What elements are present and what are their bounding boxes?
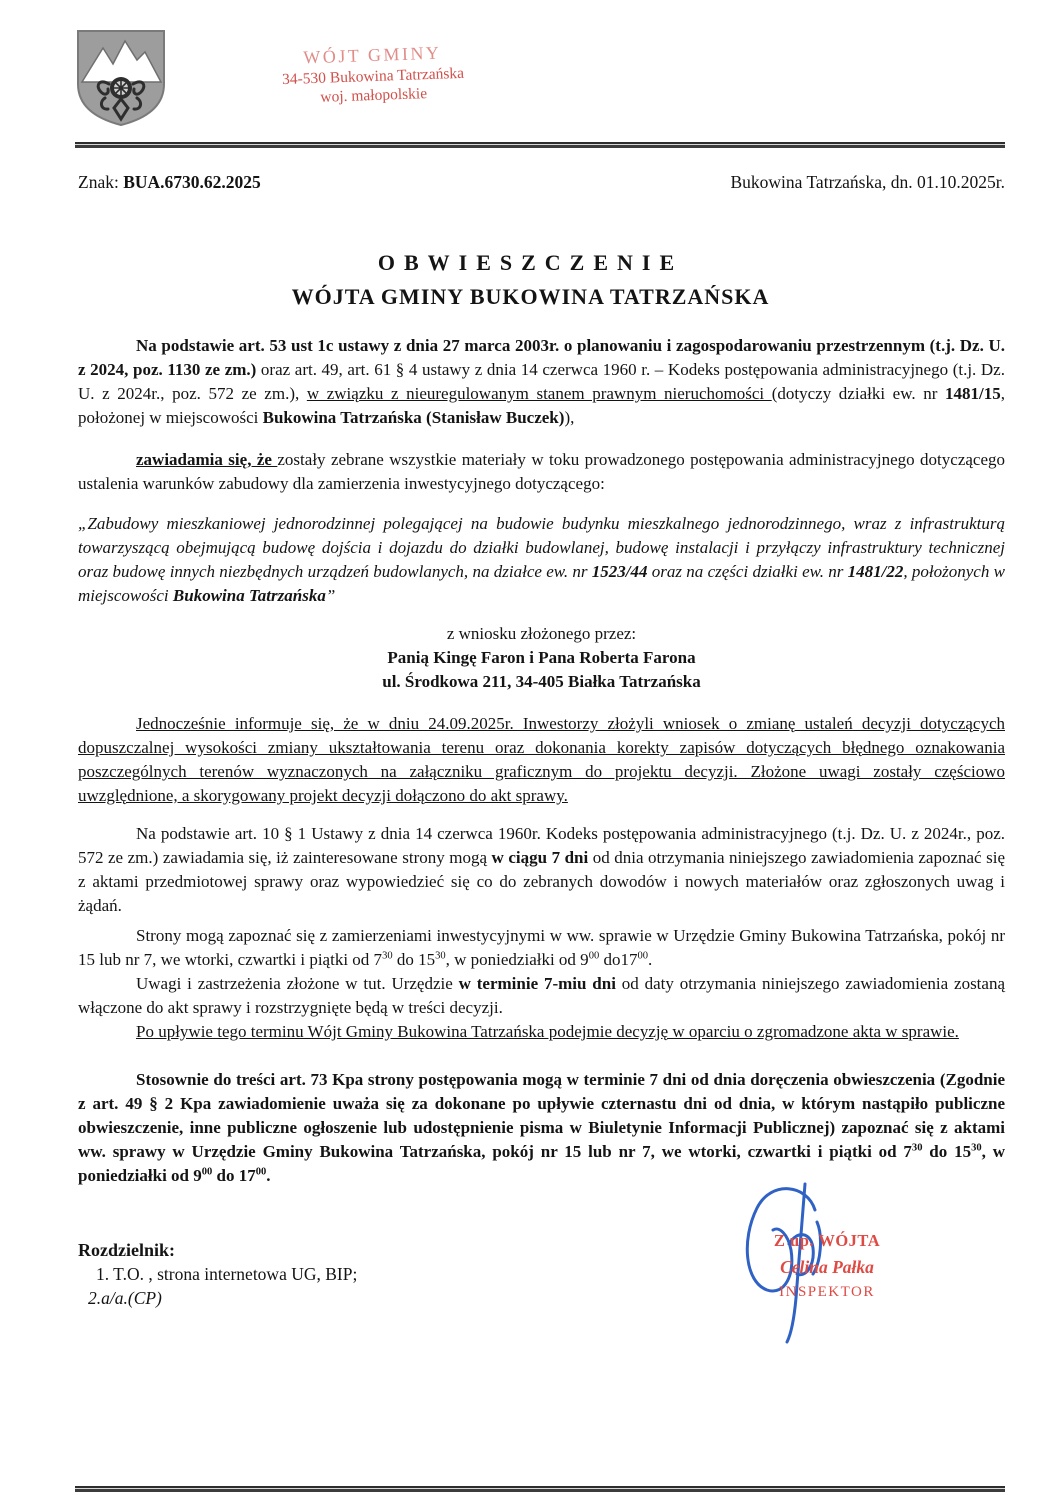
footer-rule <box>75 1486 1005 1492</box>
stamp-authority-line: Z up. WÓJTA <box>773 1231 881 1250</box>
distribution-list <box>78 1238 357 1310</box>
paragraph-remarks-deadline: Uwagi i zastrzeżenia złożone w tut. Urzędzie w terminie 7-miu dni od daty otrzymania niniejszego zawiadomienia zostaną włączone do akt sprawy i rozstrzygnięte będą w treści decyzji. <box>78 974 1005 1017</box>
applicant-names: Panią Kingę Faron i Pana Roberta Farona <box>387 648 696 667</box>
paragraph-viewing-hours: Strony mogą zapoznać się z zamierzeniami inwestycyjnymi w ww. sprawie w Urzędzie Gminy Bukowina Tatrzańska, pokój nr 15 lub nr 7, we wtorki, czwartki i piątki od $7^{30}$ do $15^{30}$, w poniedziałki od $9^{00}$ $do17^{00}$. <box>78 926 1005 969</box>
paragraph-notification: zawiadamia się, że zostały zebrane wszystkie materiały w toku prowadzonego postępowania administracyjnego dotyczącego ustalenia warunków zabudowy dla zamierzenia inwestycyjnego dotyczącego: <box>78 450 1006 493</box>
paragraph-art73-delivery: Stosownie do treści art. 73 Kpa strony postępowania mogą w terminie 7 dni od dnia doręczenia obwieszczenia (Zgodnie z art. 49 § 2 Kpa zawiadomienie uważa się za dokonane po upływie czternastu dni od dnia, w którym nastąpiło publiczne obwieszczenie, inne publiczne ogłoszenie lub udostępnienie pisma w Biuletynie Informacji Publicznej) zapoznać się z aktami ww. sprawy w Urzędzie Gminy Bukowina Tatrzańska, pokój nr 15 lub nr 7, we wtorki, czwartki i piątki od $7^{30}$ do $15^{30}$, w poniedziałki od $9^{00}$ do $17^{00}$. <box>78 1070 1005 1185</box>
paragraph-amendment-info: Jednocześnie informuje się, że w dniu 24.09.2025r. Inwestorzy złożyli wniosek o zmianę ustaleń decyzji dotyczących dopuszczalnej wysokości zmiany ukształtowania terenu oraz dokonania korekty zapisów dotyczących błędnego oznakowania poszczególnych terenów wyznaczonych na załączniku graficznym do projektu decyzji. Złożone uwagi zostały częściowo uwzględnione, a skorygowany projekt decyzji dołączono do akt sprawy. <box>78 714 1005 805</box>
document-body <box>78 334 1005 1188</box>
office-stamp-top <box>247 40 499 110</box>
document-title <box>0 247 1061 313</box>
case-reference-label: Znak: <box>78 172 119 192</box>
paragraph-legal-basis: Na podstawie art. 53 ust 1c ustawy z dnia 27 marca 2003r. o planowaniu i zagospodarowaniu przestrzennym (t.j. Dz. U. z 2024, poz. 1130 ze zm.) oraz art. 49, art. 61 § 4 ustawy z dnia 14 czerwca 1960 r. – Kodeks postępowania administracyjnego (t.j. Dz. U. z 2024r., poz. 572 ze zm.), w związku z nieuregulowanym stanem prawnym nieruchomości (dotyczy działki ew. nr 1481/15, położonej w miejscowości Bukowina Tatrzańska (Stanisław Buczek)), <box>78 336 1005 427</box>
stamp-signer-name: Celina Pałka <box>780 1256 874 1277</box>
case-reference-number: BUA.6730.62.2025 <box>123 172 261 192</box>
header-rule <box>75 142 1005 148</box>
paragraph-investment-description: „Zabudowy mieszkaniowej jednorodzinnej polegającej na budowie budynku mieszkalnego jednorodzinnego, wraz z infrastrukturą towarzyszącą obejmującą budowę dojścia i dojazdu do działki budowlanej, budowę instalacji i przyłączy infrastruktury technicznej oraz budowę innych niezbędnych urządzeń budowlanych, na działce ew. nr 1523/44 oraz na części działki ew. nr 1481/22, położonych w miejscowości Bukowina Tatrzańska” <box>78 514 1005 605</box>
applicant-block <box>78 622 1005 694</box>
municipal-crest-icon <box>75 28 167 128</box>
title-line-1: OBWIESZCZENIE <box>377 250 684 275</box>
distribution-item-2: 2.a/a.(CP) <box>88 1288 162 1308</box>
paragraph-art10-rights: Na podstawie art. 10 § 1 Ustawy z dnia 14 czerwca 1960r. Kodeks postępowania administracyjnego (t.j. Dz. U. z 2024r., poz. 572 ze zm.) zawiadamia się, iż zainteresowane strony mogą w ciągu 7 dni od dnia otrzymania niniejszego zawiadomienia zapoznać się z aktami przedmiotowej sprawy oraz wypowiedzieć się co do zebranych dowodów i nowych materiałów oraz zgłoszonych uwag i żądań. <box>78 824 1005 915</box>
place-and-date: Bukowina Tatrzańska, dn. 01.10.2025r. <box>730 172 1005 192</box>
applicant-address: ul. Środkowa 211, 34-405 Białka Tatrzańska <box>382 672 701 691</box>
stamp-address: 34-530 Bukowina Tatrzańska <box>281 64 465 88</box>
distribution-item-1: 1. T.O. , strona internetowa UG, BIP; <box>96 1264 358 1284</box>
distribution-heading: Rozdzielnik: <box>78 1240 175 1260</box>
title-line-2: WÓJTA GMINY BUKOWINA TATRZAŃSKA <box>291 283 770 309</box>
office-stamp-signature <box>742 1228 912 1304</box>
stamp-voivodeship: woj. małopolskie <box>320 85 428 106</box>
paragraph-after-deadline: Po upływie tego terminu Wójt Gminy Bukowina Tatrzańska podejmie decyzję w oparciu o zgromadzone akta w sprawie. <box>136 1022 959 1041</box>
applicant-intro: z wniosku złożonego przez: <box>446 624 637 643</box>
stamp-signer-title: INSPEKTOR <box>779 1283 875 1300</box>
case-reference <box>78 172 261 193</box>
stamp-office-name: WÓJT GMINY <box>302 42 442 68</box>
reference-row <box>78 172 1005 193</box>
